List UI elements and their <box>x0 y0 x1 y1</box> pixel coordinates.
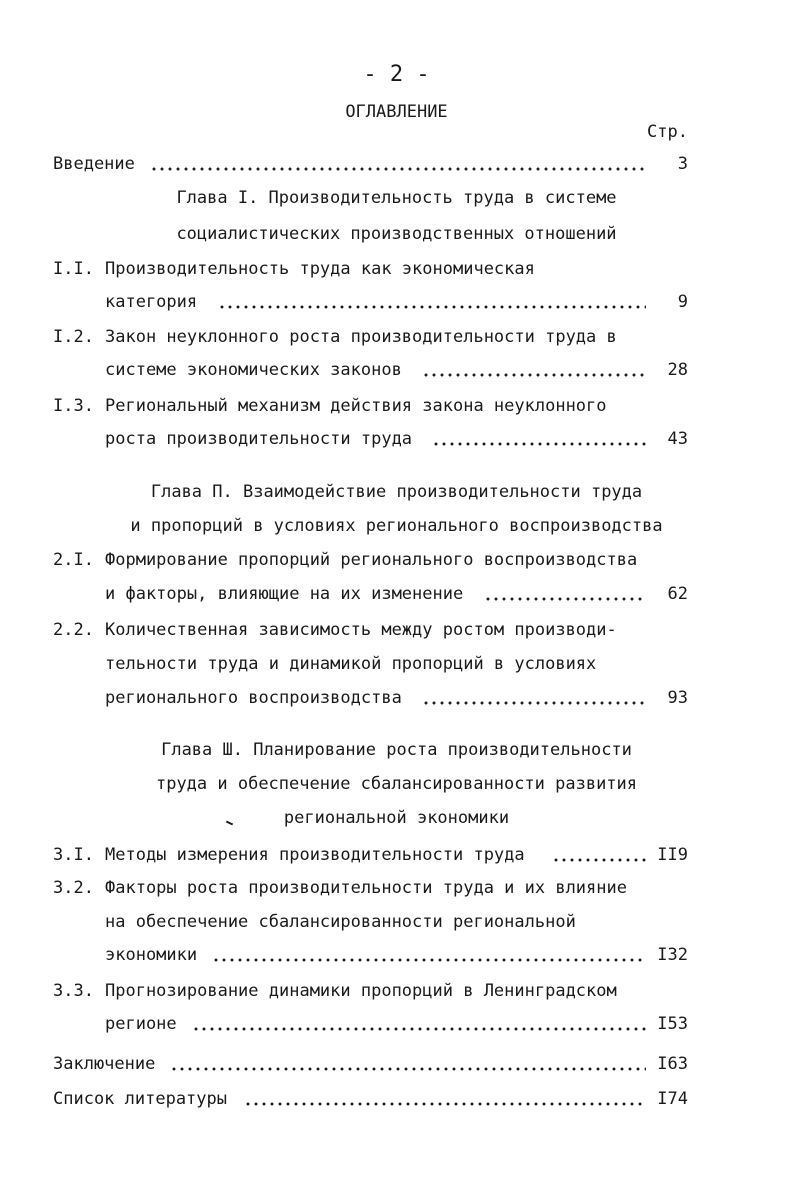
section-title-line: регионального воспроизводства <box>105 688 402 708</box>
section-title-line: Прогнозирование динамики пропорций в Ленинградском <box>105 981 617 1001</box>
chapter-heading-line: Глава Ш. Планирование роста производительности <box>161 740 632 760</box>
chapter-heading-line: и пропорций в условиях регионального воспроизводства <box>130 516 663 536</box>
toc-label-conclusion: Заключение <box>53 1054 156 1074</box>
section-number: I.I. <box>53 259 94 279</box>
page-ref: 43 <box>667 429 688 449</box>
section-title-line: Методы измерения производительности труда <box>105 845 525 865</box>
section-title-line: Формирование пропорций регионального воспроизводства <box>105 550 638 570</box>
dot-leader <box>422 373 646 377</box>
page-ref: 93 <box>667 688 688 708</box>
dot-leader <box>484 597 646 601</box>
section-number: 2.2. <box>53 620 94 640</box>
page-ref: I74 <box>657 1089 688 1109</box>
toc-label-bibliography: Список литературы <box>53 1089 227 1109</box>
page-ref: 62 <box>667 584 688 604</box>
section-number: I.3. <box>53 396 94 416</box>
chapter-heading-line: социалистических производственных отношений <box>176 224 617 244</box>
page-ref: 28 <box>667 360 688 380</box>
chapter-heading-line: Глава П. Взаимодействие производительности труда <box>150 482 643 502</box>
section-number: I.2. <box>53 327 94 347</box>
chapter-heading-line: труда и обеспечение сбалансированности развития <box>155 774 638 794</box>
page-ref: I63 <box>657 1054 688 1074</box>
page-ref: I32 <box>657 945 688 965</box>
page-number: - 2 - <box>363 62 430 87</box>
dot-leader <box>150 167 646 171</box>
page-ref: 3 <box>677 154 688 174</box>
dot-leader <box>212 958 646 962</box>
page-ref: 9 <box>677 292 688 312</box>
dot-leader <box>218 305 646 309</box>
section-title-line: Закон неуклонного роста производительности труда в <box>105 327 617 347</box>
dot-leader <box>192 1027 646 1031</box>
section-title-line: и факторы, влияющие на их изменение <box>105 584 464 604</box>
dot-leader <box>432 442 646 446</box>
dot-leader <box>170 1067 646 1071</box>
dot-leader <box>244 1102 646 1106</box>
chapter-heading-line: региональной экономики <box>283 808 510 828</box>
section-title-line: регионе <box>105 1014 177 1034</box>
dot-leader <box>422 701 646 705</box>
section-title-line: категория <box>105 292 198 312</box>
page-ref: II9 <box>657 845 688 865</box>
page-column-header: Стр. <box>647 122 688 142</box>
toc-title: ОГЛАВЛЕНИЕ <box>345 102 448 122</box>
section-title-line: тельности труда и динамикой пропорций в условиях <box>105 654 597 674</box>
section-title-line: экономики <box>105 945 198 965</box>
section-title-line: Региональный механизм действия закона неуклонного <box>105 396 607 416</box>
section-number: 3.I. <box>53 845 94 865</box>
section-number: 3.3. <box>53 981 94 1001</box>
section-title-line: системе экономических законов <box>105 360 402 380</box>
section-title-line: роста производительности труда <box>105 429 413 449</box>
section-title-line: Производительность труда как экономическая <box>105 259 535 279</box>
section-number: 3.2. <box>53 878 94 898</box>
section-title-line: Количественная зависимость между ростом производи- <box>105 620 617 640</box>
toc-label-introduction: Введение <box>53 154 135 174</box>
page-ref: I53 <box>657 1014 688 1034</box>
section-number: 2.I. <box>53 550 94 570</box>
section-title-line: Факторы роста производительности труда и их влияние <box>105 878 627 898</box>
chapter-heading-line: Глава I. Производительность труда в системе <box>176 188 617 208</box>
section-title-line: на обеспечение сбалансированности региональной <box>105 912 576 932</box>
